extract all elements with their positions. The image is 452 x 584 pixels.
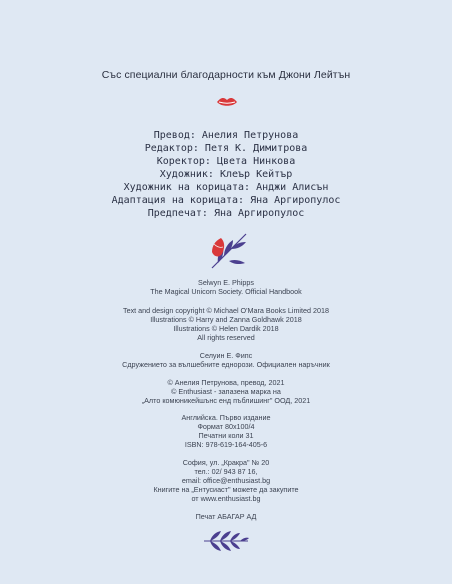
credit-proofreader: Коректор: Цвета Нинкова	[156, 156, 296, 167]
copyright-line: All rights reserved	[197, 333, 255, 342]
copyright-line: Illustrations © Helen Dardik 2018	[173, 324, 279, 333]
flower-leaves-icon	[202, 228, 254, 274]
credit-editor: Редактор: Петя К. Димитрова	[144, 143, 308, 154]
isbn: ISBN: 978-619-164-405-6	[184, 440, 268, 449]
rights-line: © Enthusiast - запазена марка на	[171, 387, 281, 396]
bulgarian-author: Селуин Е. Фипс	[199, 351, 253, 360]
contact-website: от www.enthusiast.bg	[191, 494, 261, 503]
lips-icon	[216, 96, 238, 108]
credit-illustrator: Художник: Клеър Кейтър	[159, 169, 293, 180]
credit-cover-adaptation: Адаптация на корицата: Яна Аргиропулос	[111, 195, 341, 206]
print-spec-line: Формат 80х100/4	[197, 422, 255, 431]
credit-cover-artist: Художник на корицата: Анджи Алисън	[123, 182, 329, 193]
printer-line: Печат АБАГАР АД	[195, 512, 257, 521]
copyright-line: Illustrations © Harry and Zanna Goldhawk 2018	[150, 315, 302, 324]
original-author: Selwyn E. Phipps	[198, 278, 254, 287]
print-spec-line: Печатни коли 31	[198, 431, 254, 440]
copyright-line: Text and design copyright © Michael O'Mara Books Limited 2018	[122, 306, 330, 315]
print-spec-line: Английска. Първо издание	[181, 413, 271, 422]
credit-translator: Превод: Анелия Петрунова	[153, 130, 299, 141]
dedication-text: Със специални благодарности към Джони Лейтън	[101, 69, 351, 81]
contact-line: Книгите на „Ентусиаст" можете да закупите	[153, 485, 299, 494]
original-title: The Magical Unicorn Society. Official Handbook	[150, 287, 302, 296]
contact-line: тел.: 02/ 943 87 16,	[194, 467, 258, 476]
rights-line: © Анелия Петрунова, превод, 2021	[167, 378, 285, 387]
leaf-branch-icon	[200, 525, 252, 557]
rights-line: „Алто комюникейшънс енд пъблишинг" ООД, 2021	[141, 396, 311, 405]
bulgarian-title: Сдружението за вълшебните еднорози. Официален наръчник	[122, 360, 330, 369]
contact-line: София, ул. „Кракра" № 20	[182, 458, 270, 467]
credit-prepress: Предпечат: Яна Аргиропулос	[147, 208, 305, 219]
contact-email: email: office@enthusiast.bg	[181, 476, 271, 485]
